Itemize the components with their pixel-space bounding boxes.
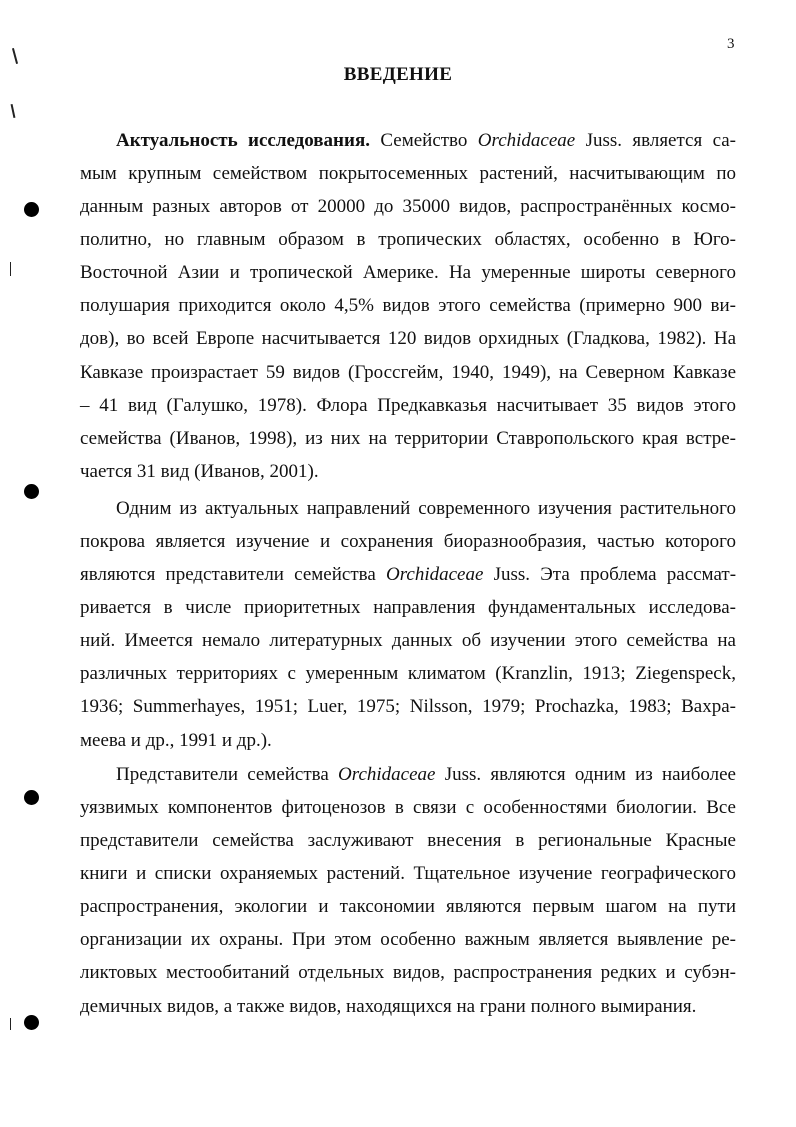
paragraph-relevance-body <box>80 157 736 488</box>
lead-term: Актуальность исследования. <box>116 130 370 151</box>
taxon-name: Orchidaceae <box>477 130 576 151</box>
text-line: Восточной Азии и тропической Америке. На умеренные широты северного <box>80 262 736 284</box>
binder-hole <box>24 790 39 805</box>
text-line: представители семейства заслуживают внесения в региональные Красные <box>80 830 736 852</box>
scan-mark <box>12 48 18 64</box>
paragraph-relevance <box>116 124 736 157</box>
paragraph-protection-body <box>80 791 736 1023</box>
text-line: являются представители семейства Orchidaceae Juss. Эта проблема рассмат- <box>80 564 737 586</box>
page-number: 3 <box>727 36 735 52</box>
scan-mark <box>10 1018 11 1030</box>
binder-hole <box>24 202 39 217</box>
paragraph-protection <box>116 758 736 791</box>
binder-hole <box>24 1015 39 1030</box>
text-line: Одним из актуальных направлений современного изучения растительного <box>116 498 736 519</box>
paragraph-biodiversity-body <box>80 525 736 757</box>
binder-hole <box>24 484 39 499</box>
paragraph-biodiversity <box>116 492 736 525</box>
text-line: Актуальность исследования. Семейство Orchidaceae Juss. является са- <box>116 130 736 151</box>
scan-mark <box>11 104 16 118</box>
text-line: чается 31 вид (Иванов, 2001). <box>80 460 319 482</box>
text-line: политно, но главным образом в тропических областях, особенно в Юго- <box>80 229 736 251</box>
taxon-name: Orchidaceae <box>386 564 484 586</box>
text-line: дов), во всей Европе насчитывается 120 видов орхидных (Гладкова, 1982). На <box>80 328 736 350</box>
text-line: Представители семейства Orchidaceae Juss. являются одним из наиболее <box>116 764 736 785</box>
text-line: меева и др., 1991 и др.). <box>80 729 272 751</box>
text-line: ликтовых местообитаний отдельных видов, распространения редких и субэн- <box>80 962 736 984</box>
text-line: ривается в числе приоритетных направления фундаментальных исследова- <box>80 597 736 619</box>
scan-mark <box>10 262 11 276</box>
text-line: полушария приходится около 4,5% видов этого семейства (примерно 900 ви- <box>80 295 736 317</box>
text-line: 1936; Summerhayes, 1951; Luer, 1975; Nilsson, 1979; Prochazka, 1983; Вахра- <box>80 696 736 718</box>
text-line: данным разных авторов от 20000 до 35000 видов, распространённых космо- <box>80 196 736 218</box>
text-line: покрова является изучение и сохранения биоразнообразия, частью которого <box>80 531 736 552</box>
text-line: книги и списки охраняемых растений. Тщательное изучение географического <box>80 863 736 885</box>
section-heading: ВВЕДЕНИЕ <box>343 64 453 85</box>
text-line: различных территориях с умеренным климатом (Kranzlin, 1913; Ziegenspeck, <box>80 663 736 685</box>
text-line: ний. Имеется немало литературных данных об изучении этого семейства на <box>80 630 736 652</box>
text-line: Кавказе произрастает 59 видов (Гроссгейм, 1940, 1949), на Северном Кавказе <box>80 361 736 383</box>
text-line: организации их охраны. При этом особенно важным является выявление ре- <box>80 929 736 951</box>
text-line: демичных видов, а также видов, находящихся на грани полного вымирания. <box>80 995 697 1017</box>
text-line: распространения, экологии и таксономии являются первым шагом на пути <box>80 896 736 918</box>
text-line: семейства (Иванов, 1998), из них на территории Ставропольского края встре- <box>80 427 736 449</box>
text-line: – 41 вид (Галушко, 1978). Флора Предкавказья насчитывает 35 видов этого <box>80 394 736 416</box>
text-line: мым крупным семейством покрытосеменных растений, насчитывающим по <box>80 163 736 184</box>
text-line: уязвимых компонентов фитоценозов в связи с особенностями биологии. Все <box>80 797 736 818</box>
taxon-name: Orchidaceae <box>338 764 436 785</box>
